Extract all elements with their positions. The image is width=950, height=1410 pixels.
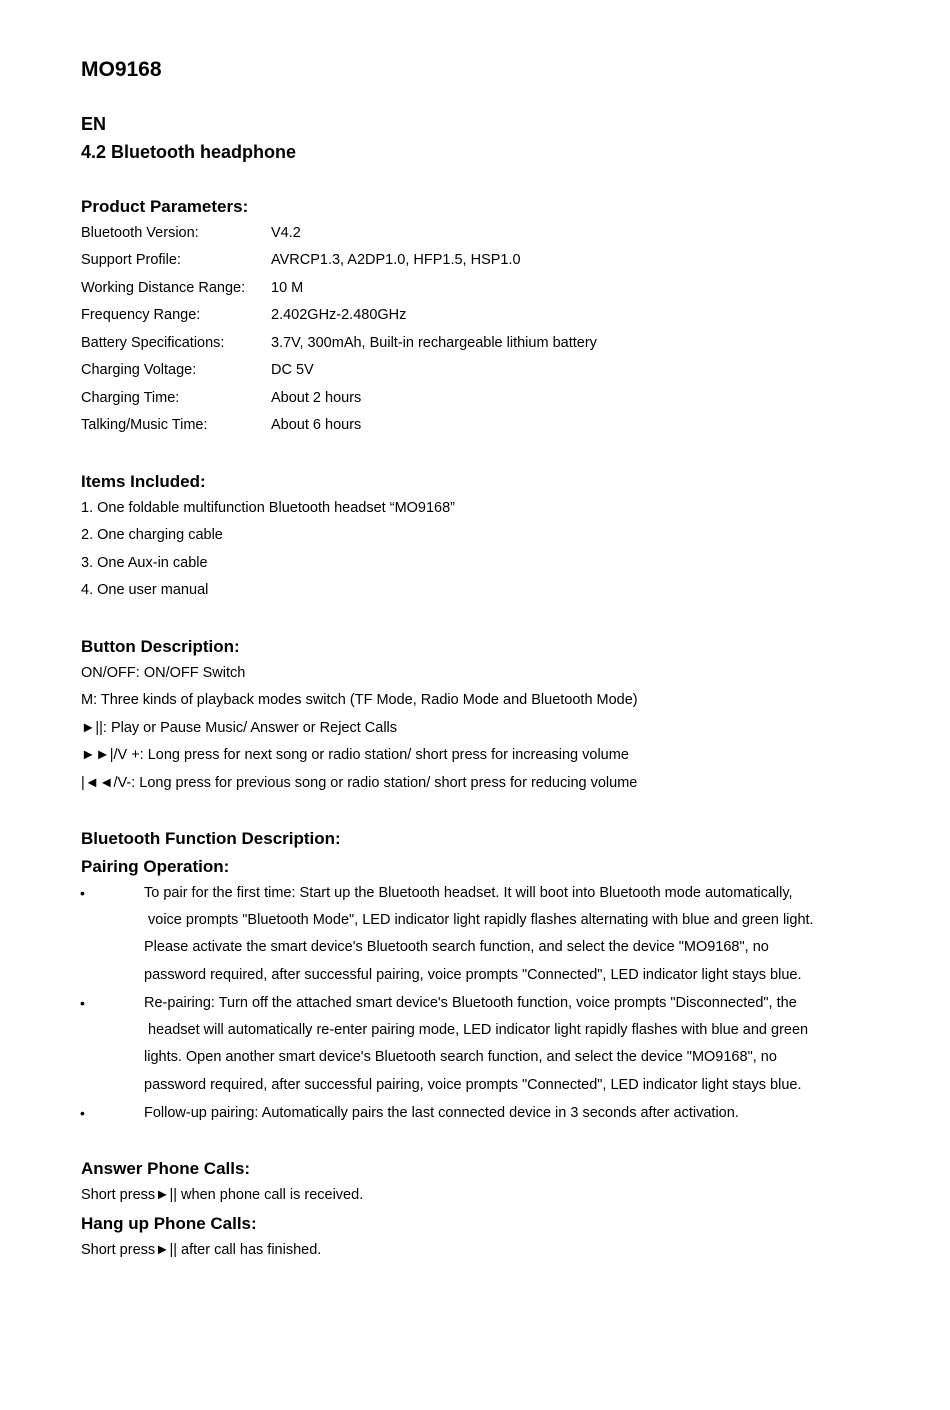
- model-title: MO9168: [81, 58, 162, 81]
- list-item: 3. One Aux-in cable: [81, 555, 208, 571]
- param-label: Frequency Range:: [81, 307, 201, 323]
- param-value: V4.2: [271, 225, 301, 241]
- paragraph-line: To pair for the first time: Start up the Bluetooth headset. It will boot into Bluetooth mode automatically,: [144, 885, 793, 901]
- items-heading: Items Included:: [81, 472, 206, 491]
- list-item: ►►|/V +: Long press for next song or radio station/ short press for increasing volume: [81, 747, 629, 763]
- list-item: ►||: Play or Pause Music/ Answer or Reject Calls: [81, 720, 398, 736]
- list-item: 1. One foldable multifunction Bluetooth headset “MO9168”: [81, 500, 456, 516]
- param-value: About 2 hours: [271, 390, 362, 406]
- bluetooth-function-heading: Bluetooth Function Description:: [81, 829, 341, 848]
- button-description-heading: Button Description:: [81, 637, 240, 656]
- param-label: Charging Time:: [81, 390, 180, 406]
- paragraph-line: Follow-up pairing: Automatically pairs the last connected device in 3 seconds after activation.: [144, 1105, 739, 1121]
- param-label: Bluetooth Version:: [81, 225, 199, 241]
- paragraph-line: voice prompts "Bluetooth Mode", LED indicator light rapidly flashes alternating with blue and green light.: [148, 912, 814, 928]
- paragraph-line: password required, after successful pairing, voice prompts "Connected", LED indicator light stays blue.: [144, 1077, 802, 1093]
- list-item: ON/OFF: ON/OFF Switch: [81, 665, 246, 681]
- hangup-calls-heading: Hang up Phone Calls:: [81, 1214, 257, 1233]
- product-subtitle: 4.2 Bluetooth headphone: [81, 142, 297, 162]
- param-value: 3.7V, 300mAh, Built-in rechargeable lithium battery: [271, 335, 597, 351]
- paragraph-line: Re-pairing: Turn off the attached smart device's Bluetooth function, voice prompts "Disconnected", the: [144, 995, 797, 1011]
- bullet-icon: •: [80, 995, 85, 1011]
- language-label: EN: [81, 114, 107, 134]
- list-item: |◄◄/V-: Long press for previous song or radio station/ short press for reducing volume: [81, 775, 638, 791]
- param-value: AVRCP1.3, A2DP1.0, HFP1.5, HSP1.0: [271, 252, 521, 268]
- paragraph-line: Please activate the smart device's Bluetooth search function, and select the device "MO9168", no: [144, 939, 769, 955]
- param-label: Charging Voltage:: [81, 362, 197, 378]
- param-label: Working Distance Range:: [81, 280, 246, 296]
- param-value: 10 M: [271, 280, 304, 296]
- list-item: 4. One user manual: [81, 582, 209, 598]
- answer-calls-heading: Answer Phone Calls:: [81, 1159, 251, 1178]
- bullet-icon: •: [80, 1105, 85, 1121]
- paragraph-line: lights. Open another smart device's Bluetooth search function, and select the device "MO9168", no: [144, 1049, 777, 1065]
- list-item: 2. One charging cable: [81, 527, 223, 543]
- param-label: Battery Specifications:: [81, 335, 225, 351]
- param-value: About 6 hours: [271, 417, 362, 433]
- param-value: 2.402GHz-2.480GHz: [271, 307, 407, 323]
- bullet-icon: •: [80, 885, 85, 901]
- param-value: DC 5V: [271, 362, 314, 378]
- paragraph-line: password required, after successful pairing, voice prompts "Connected", LED indicator light stays blue.: [144, 967, 802, 983]
- param-label: Talking/Music Time:: [81, 417, 208, 433]
- parameters-heading: Product Parameters:: [81, 197, 249, 216]
- hangup-calls-text: Short press►|| after call has finished.: [81, 1242, 322, 1258]
- paragraph-line: headset will automatically re-enter pairing mode, LED indicator light rapidly flashes with blue and green: [148, 1022, 809, 1038]
- param-label: Support Profile:: [81, 252, 181, 268]
- pairing-heading: Pairing Operation:: [81, 857, 230, 876]
- answer-calls-text: Short press►|| when phone call is received.: [81, 1187, 364, 1203]
- list-item: M: Three kinds of playback modes switch (TF Mode, Radio Mode and Bluetooth Mode): [81, 692, 638, 708]
